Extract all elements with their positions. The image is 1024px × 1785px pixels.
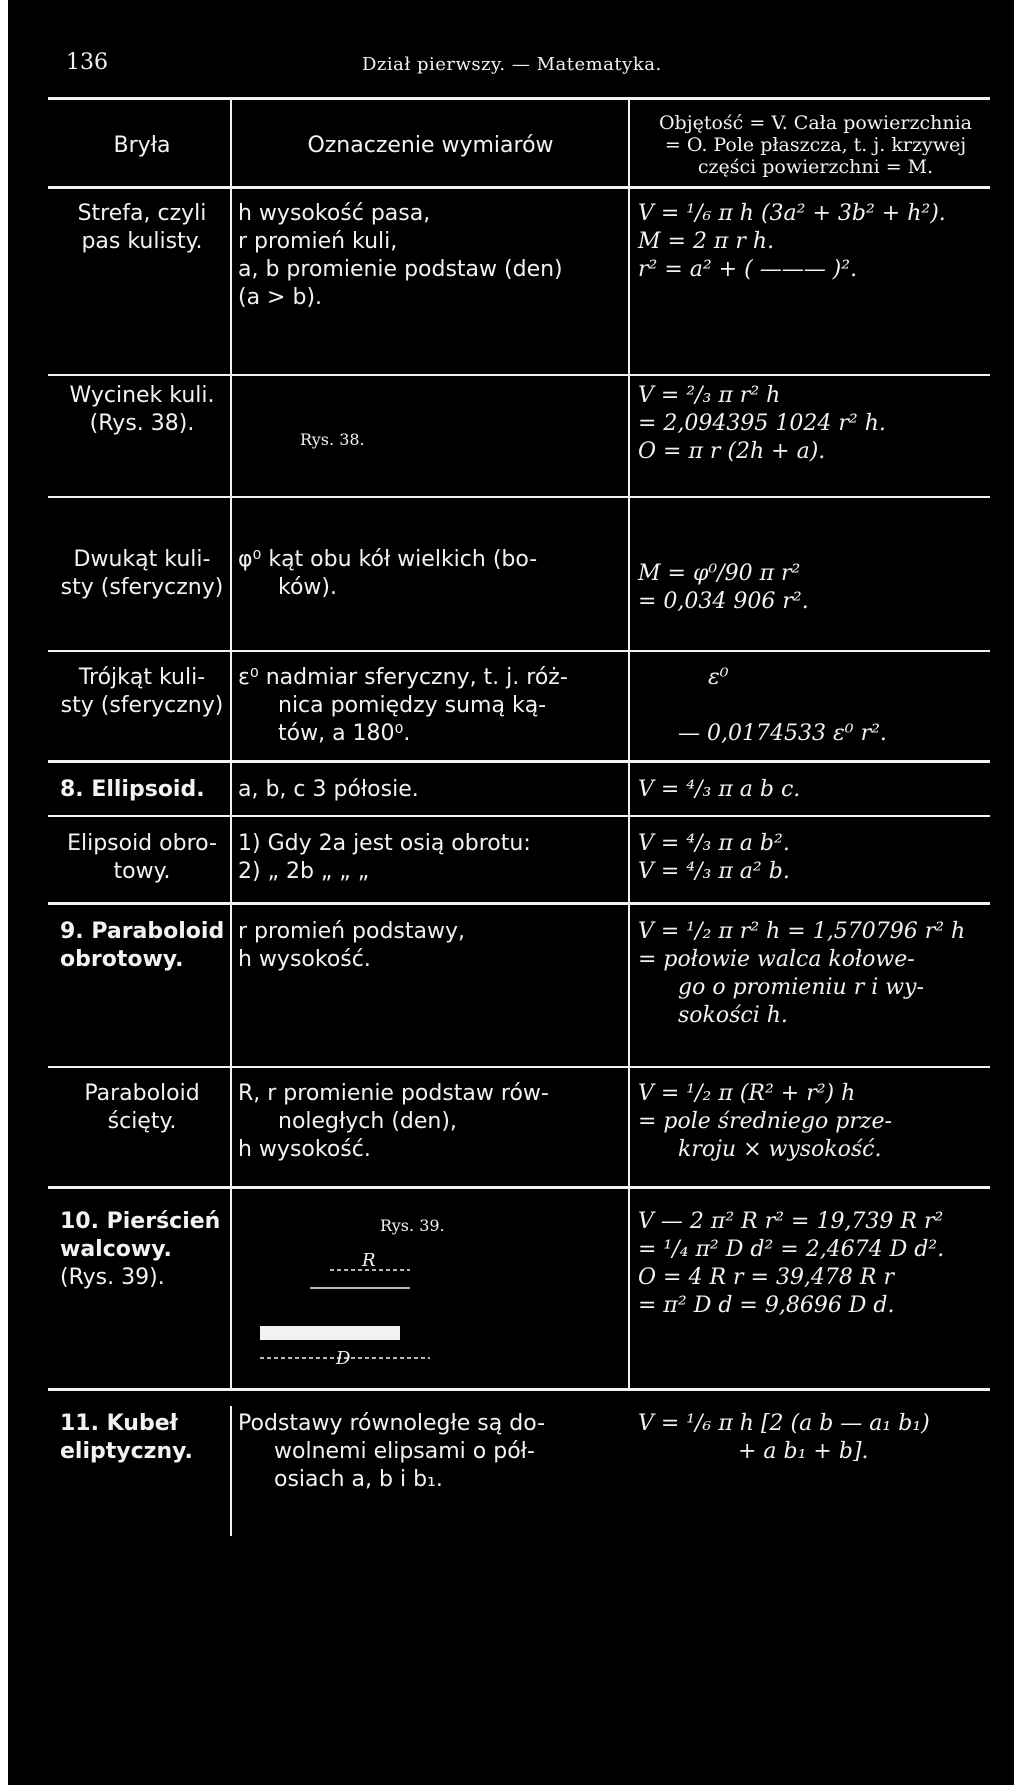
- row-dims-truncated-paraboloid: R, r promienie podstaw rów- noległych (den), h wysokość.: [238, 1081, 549, 1162]
- row-name-elliptic-bucket: 11. Kubeł eliptyczny.: [60, 1411, 193, 1464]
- table-top-rule: [48, 97, 990, 100]
- row-formulas-cylindrical-ring: V — 2 π² R r² = 19,739 R r² = ¹/₄ π² D d² = 2,4674 D d². O = 4 R r = 39,478 R r = π² D d = 9,8696 D d.: [638, 1209, 945, 1318]
- row-rule: [48, 815, 990, 817]
- column-divider-1: [230, 100, 232, 1388]
- row-rule: [48, 650, 990, 652]
- header-bottom-rule: [48, 186, 990, 189]
- row-name-spherical-triangle: Trójkąt kuli- sty (sferyczny): [60, 665, 224, 718]
- row-formulas-spherical-zone: V = ¹/₆ π h (3a² + 3b² + h²). M = 2 π r h. r² = a² + ( ——— )².: [638, 201, 946, 282]
- figure-caption-39: Rys. 39.: [380, 1216, 445, 1235]
- row-formulas-truncated-paraboloid: V = ¹/₂ π (R² + r²) h = pole średniego prze- kroju × wysokość.: [638, 1081, 892, 1162]
- figure-caption-38: Rys. 38.: [300, 430, 365, 449]
- row-rule: [48, 760, 990, 763]
- row-rule: [48, 1066, 990, 1068]
- row-dims-spherical-zone: h wysokość pasa, r promień kuli, a, b promienie podstaw (den) (a > b).: [238, 201, 563, 310]
- ring-cross-section: [260, 1326, 400, 1340]
- row-rule: [48, 902, 990, 905]
- header-col-formulas: Objętość = V. Cała powierzchnia = O. Pole płaszcza, t. j. krzywej części powierzchni = M.: [658, 112, 972, 178]
- row-dims-spherical-triangle: ε⁰ nadmiar sferyczny, t. j. róż- nica pomiędzy sumą ką- tów, a 180⁰.: [238, 665, 568, 746]
- row-name-truncated-paraboloid: Paraboloid ścięty.: [84, 1081, 200, 1134]
- row-rule: [48, 496, 990, 498]
- row-name-spherical-lune: Dwukąt kuli- sty (sferyczny): [60, 547, 224, 600]
- row-dims-spherical-lune: φ⁰ kąt obu kół wielkich (bo- ków).: [238, 547, 538, 600]
- page-edge-right: [1014, 0, 1024, 1785]
- row-formulas-ellipsoid: V = ⁴/₃ π a b c.: [638, 777, 801, 802]
- row-name-cylindrical-ring: 10. Pierścień walcowy. (Rys. 39).: [60, 1209, 221, 1290]
- row-formulas-ellipsoid-of-revolution: V = ⁴/₃ π a b². V = ⁴/₃ π a² b.: [638, 831, 790, 884]
- row-dims-paraboloid: r promień podstawy, h wysokość.: [238, 919, 466, 972]
- row-rule: [48, 374, 990, 376]
- row-formulas-spherical-sector: V = ²/₃ π r² h = 2,094395 1024 r² h. O = π r (2h + a).: [638, 383, 886, 464]
- row-dims-ellipsoid-of-revolution: 1) Gdy 2a jest osią obrotu: 2) „ 2b „ „ „: [238, 831, 531, 884]
- row-formulas-spherical-triangle: ε⁰ — 0,0174533 ε⁰ r².: [678, 665, 887, 746]
- running-title: Dział pierwszy. — Matematyka.: [362, 54, 662, 75]
- header-col-dimensions: Oznaczenie wymiarów: [307, 133, 554, 158]
- row-name-paraboloid: 9. Paraboloid obrotowy.: [60, 919, 225, 972]
- figure-label-R: R: [362, 1250, 376, 1271]
- row-rule: [48, 1186, 990, 1189]
- page-number: 136: [66, 50, 108, 75]
- row-formulas-elliptic-bucket: V = ¹/₆ π h [2 (a b — a₁ b₁) + a b₁ + b].: [638, 1411, 930, 1464]
- row-dims-ellipsoid: a, b, c 3 półosie.: [238, 777, 419, 802]
- column-divider-2: [628, 100, 630, 1388]
- page-header: [52, 40, 984, 80]
- row-formulas-paraboloid: V = ¹/₂ π r² h = 1,570796 r² h = połowie walca kołowe- go o promieniu r i wy- sokości h.: [638, 919, 966, 1028]
- row-name-ellipsoid: 8. Ellipsoid.: [60, 777, 205, 802]
- row-rule: [48, 1388, 990, 1391]
- row-formulas-spherical-lune: M = φ⁰/90 π r² = 0,034 906 r².: [638, 561, 809, 614]
- row-name-spherical-sector: Wycinek kuli. (Rys. 38).: [69, 383, 215, 436]
- header-col-solid: Bryła: [113, 133, 171, 158]
- page-edge-left: [0, 0, 8, 1785]
- row-name-ellipsoid-of-revolution: Elipsoid obro- towy.: [67, 831, 217, 884]
- figure-label-D: D: [336, 1348, 351, 1366]
- row-dims-elliptic-bucket: Podstawy równoległe są do- wolnemi elipsami o pół- osiach a, b i b₁.: [238, 1411, 546, 1492]
- row-name-spherical-zone: Strefa, czyli pas kulisty.: [77, 201, 207, 254]
- ring-figure: [250, 1246, 470, 1366]
